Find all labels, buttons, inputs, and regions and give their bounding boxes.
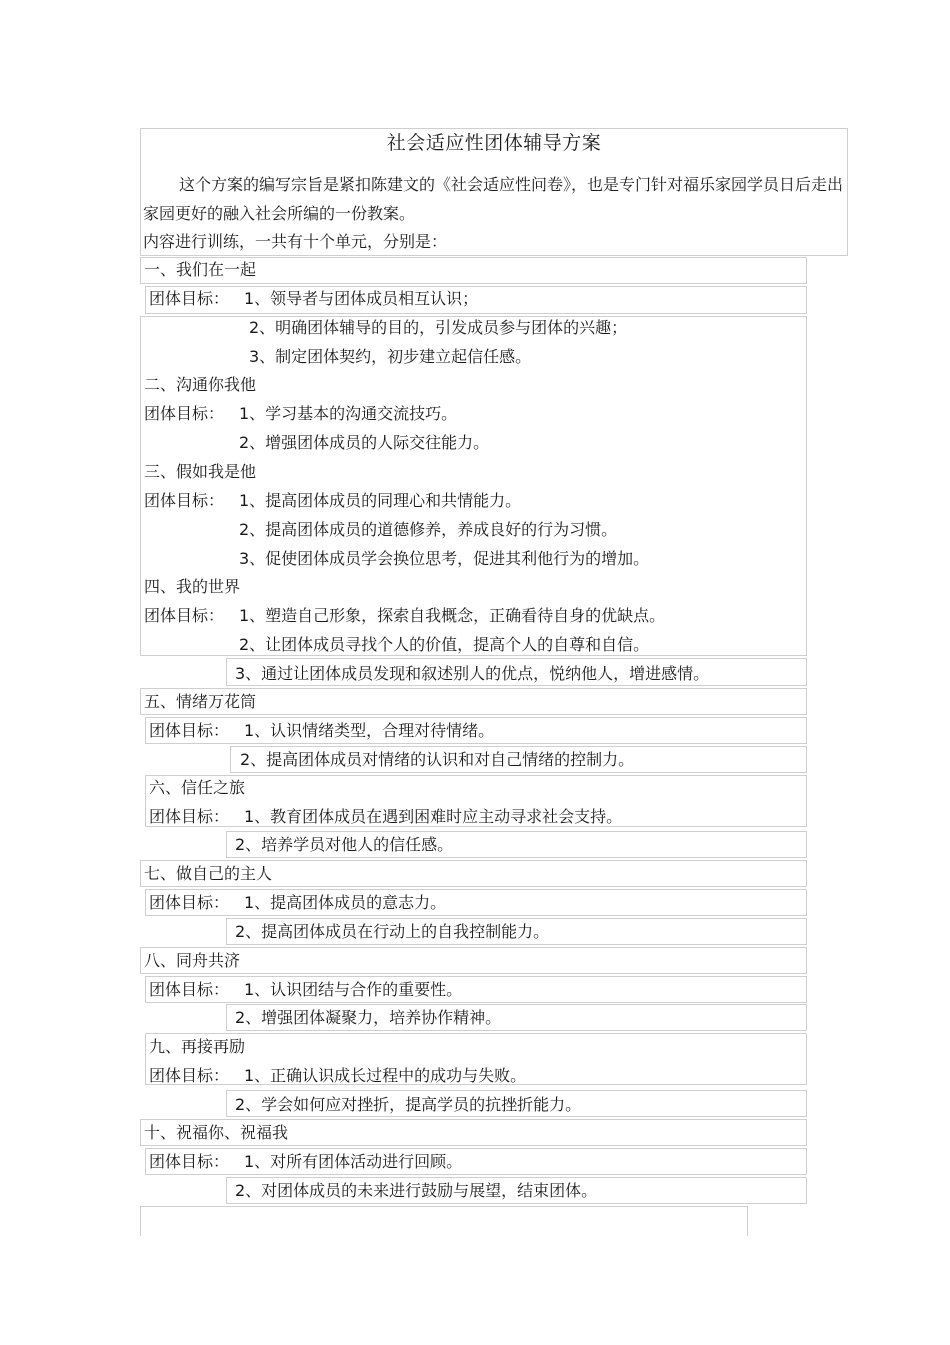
goal-item: 2、对团体成员的未来进行鼓励与展望，结束团体。 bbox=[235, 1181, 598, 1200]
goal-label: 团体目标： bbox=[149, 1066, 230, 1085]
unit-title: 二、沟通你我他 bbox=[144, 375, 257, 394]
unit-title: 七、做自己的主人 bbox=[144, 864, 273, 883]
goal-item: 2、提高团体成员在行动上的自我控制能力。 bbox=[235, 922, 550, 941]
goal-label: 团体目标： bbox=[149, 289, 230, 308]
goal-item: 3、制定团体契约，初步建立起信任感。 bbox=[249, 347, 532, 366]
document-title: 社会适应性团体辅导方案 bbox=[386, 132, 602, 154]
goal-item: 1、对所有团体活动进行回顾。 bbox=[244, 1152, 463, 1171]
goal-item: 1、认识情绪类型，合理对待情绪。 bbox=[244, 721, 495, 740]
unit-title: 十、祝福你、祝福我 bbox=[144, 1123, 289, 1142]
intro-text: 这个方案的编写宗旨是紧扣陈建文的《社会适应性问卷》，也是专门针对福乐家园学员日后走出家园更好的融入社会所编的一份教案。 bbox=[143, 175, 844, 223]
goal-label: 团体目标： bbox=[149, 721, 230, 740]
goal-label: 团体目标： bbox=[144, 606, 225, 625]
intro-paragraph bbox=[143, 170, 843, 228]
row-border bbox=[140, 947, 807, 974]
goal-item: 1、提高团体成员的同理心和共情能力。 bbox=[239, 491, 522, 510]
goal-item: 2、让团体成员寻找个人的价值，提高个人的自尊和自信。 bbox=[239, 635, 650, 654]
goal-item: 1、提高团体成员的意志力。 bbox=[244, 893, 447, 912]
unit-title: 五、情绪万花筒 bbox=[144, 692, 257, 711]
goal-label: 团体目标： bbox=[149, 893, 230, 912]
goal-item: 2、学会如何应对挫折，提高学员的抗挫折能力。 bbox=[235, 1095, 582, 1114]
goal-item: 1、塑造自己形象，探索自我概念，正确看待自身的优缺点。 bbox=[239, 606, 666, 625]
goal-label: 团体目标： bbox=[144, 491, 225, 510]
goal-item: 1、认识团结与合作的重要性。 bbox=[244, 980, 463, 999]
row-border bbox=[140, 316, 807, 656]
goal-item: 2、增强团体成员的人际交往能力。 bbox=[239, 433, 490, 452]
goal-label: 团体目标： bbox=[144, 404, 225, 423]
unit-title: 八、同舟共济 bbox=[144, 951, 241, 970]
row-border bbox=[140, 1206, 748, 1236]
goal-item: 2、提高团体成员对情绪的认识和对自己情绪的控制力。 bbox=[240, 750, 635, 769]
goal-label: 团体目标： bbox=[149, 980, 230, 999]
goal-item: 1、正确认识成长过程中的成功与失败。 bbox=[244, 1066, 527, 1085]
goal-label: 团体目标： bbox=[149, 807, 230, 826]
goal-item: 2、培养学员对他人的信任感。 bbox=[235, 835, 454, 854]
intro-line: 内容进行训练，一共有十个单元，分别是： bbox=[143, 232, 448, 251]
unit-title: 四、我的世界 bbox=[144, 577, 241, 596]
goal-item: 3、促使团体成员学会换位思考，促进其利他行为的增加。 bbox=[239, 549, 650, 568]
goal-item: 2、提高团体成员的道德修养，养成良好的行为习惯。 bbox=[239, 520, 618, 539]
goal-label: 团体目标： bbox=[149, 1152, 230, 1171]
goal-item: 1、教育团体成员在遇到困难时应主动寻求社会支持。 bbox=[244, 807, 623, 826]
unit-title: 九、再接再励 bbox=[149, 1037, 246, 1056]
goal-item: 1、学习基本的沟通交流技巧。 bbox=[239, 404, 458, 423]
goal-item: 2、增强团体凝聚力，培养协作精神。 bbox=[235, 1008, 502, 1027]
goal-item: 3、通过让团体成员发现和叙述别人的优点，悦纳他人，增进感情。 bbox=[235, 664, 710, 683]
goal-item: 2、明确团体辅导的目的，引发成员参与团体的兴趣； bbox=[249, 318, 628, 337]
unit-title: 一、我们在一起 bbox=[144, 260, 257, 279]
goal-item: 1、领导者与团体成员相互认识； bbox=[244, 289, 479, 308]
unit-title: 六、信任之旅 bbox=[149, 778, 246, 797]
unit-title: 三、假如我是他 bbox=[144, 462, 257, 481]
